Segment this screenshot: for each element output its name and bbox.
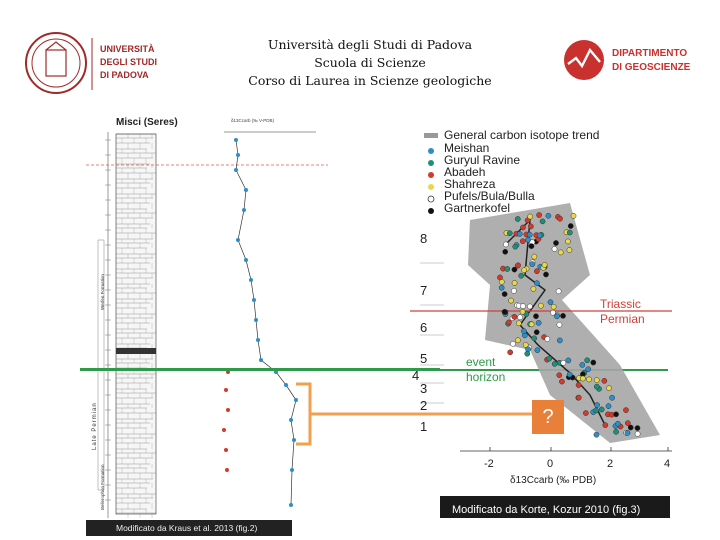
horizon-label: horizon [466, 370, 506, 384]
event-horizon-line [80, 368, 440, 371]
left-stratigraphic-figure [86, 110, 328, 518]
werfen-formation-label: Werfen Formation [100, 274, 105, 310]
x-tick-0: 0 [547, 458, 554, 470]
left-figure-title: Misci (Seres) [116, 117, 178, 128]
unipd-logo-line-3: DI PADOVA [100, 70, 149, 80]
x-tick-2: 2 [607, 458, 614, 470]
x-axis-label: δ13Ccarb (‰ PDB) [510, 475, 597, 486]
question-mark: ? [542, 406, 554, 428]
legend-abadeh: Abadeh [444, 165, 486, 179]
university-title: Università degli Studi di Padova [267, 37, 473, 52]
left-figure-caption: Modificato da Kraus et al. 2013 (fig.2) [86, 520, 292, 536]
zone-4: 4 [412, 368, 420, 383]
legend-pufels: Pufels/Bula/Bulla [444, 189, 535, 203]
right-figure-caption: Modificato da Korte, Kozur 2010 (fig.3) [452, 504, 641, 516]
legend-gartnerkofel: Gartnerkofel [444, 201, 511, 215]
zone-7: 7 [420, 283, 428, 298]
unipd-logo [22, 30, 162, 96]
stratigraphic-log-graphic [86, 110, 328, 518]
geoscience-dept-logo [560, 36, 700, 86]
zone-5: 5 [420, 351, 428, 366]
degree-title: Corso di Laurea in Scienze geologiche [248, 73, 492, 88]
geoscience-mark-icon [560, 36, 700, 86]
late-permian-label: Late Permian [92, 402, 98, 450]
x-tick-neg2: -2 [484, 458, 494, 470]
question-box [532, 400, 564, 434]
triassic-label: Triassic [600, 297, 641, 311]
zone-2: 2 [420, 398, 428, 413]
zone-1: 1 [420, 419, 428, 434]
bellerophon-formation-label: Bellerophon Formation [100, 464, 105, 510]
zone-3: 3 [420, 381, 428, 396]
x-tick-4: 4 [664, 458, 671, 470]
event-label: event [466, 355, 496, 369]
dept-logo-line-2: DI GEOSCIENZE [612, 62, 691, 73]
unipd-logo-line-1: UNIVERSITÀ [100, 44, 155, 54]
unipd-logo-line-2: DEGLI STUDI [100, 57, 158, 67]
legend-general-trend: General carbon isotope trend [444, 128, 600, 142]
svg-text:δ13Ccarb (‰ V-PDB): δ13Ccarb (‰ V-PDB) [231, 118, 275, 123]
legend-guryul-ravine: Guryul Ravine [444, 153, 521, 167]
zone-8: 8 [420, 231, 428, 246]
legend-meishan: Meishan [444, 141, 490, 155]
isotope-trend-chart [410, 125, 672, 497]
permian-label: Permian [600, 312, 645, 326]
chart-legend [424, 128, 599, 215]
school-title: Scuola di Scienze [314, 55, 426, 70]
zone-6: 6 [420, 320, 428, 335]
dept-logo-line-1: DIPARTIMENTO [612, 48, 688, 59]
legend-shahreza: Shahreza [444, 177, 496, 191]
right-isotope-figure [410, 125, 672, 497]
